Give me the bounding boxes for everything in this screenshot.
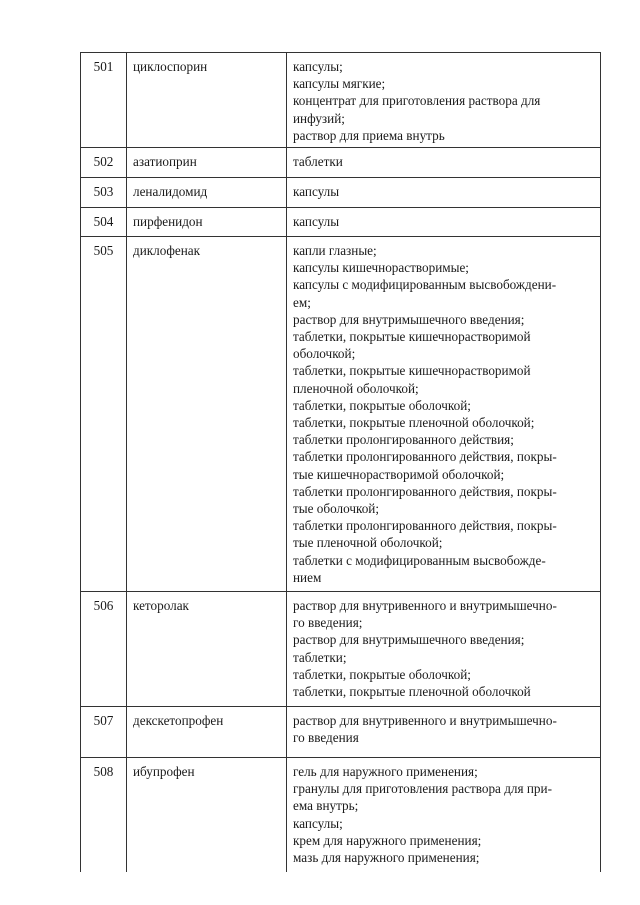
dosage-form-line: инфузий;	[293, 110, 345, 126]
dosage-form-line: пленочной оболочкой;	[293, 380, 419, 396]
dosage-form-line: капсулы мягкие;	[293, 76, 386, 92]
dosage-form-line: нием	[293, 569, 322, 585]
dosage-form-line: концентрат для приготовления раствора для	[293, 93, 541, 109]
dosage-form-line: таблетки, покрытые оболочкой;	[293, 397, 471, 413]
dosage-form-line: раствор для внутримышечного введения;	[293, 632, 525, 648]
dosage-forms	[287, 208, 601, 237]
dosage-form-line: капсулы	[293, 184, 340, 200]
dosage-forms	[287, 178, 601, 208]
table-row	[81, 178, 601, 208]
row-number: 506	[81, 592, 127, 707]
dosage-form-line: таблетки с модифицированным высвобожде-	[293, 552, 546, 568]
dosage-form-line: раствор для внутривенного и внутримышечно-	[293, 598, 557, 614]
dosage-form-line: таблетки пролонгированного действия, покры-	[293, 483, 557, 499]
row-number: 501	[81, 53, 127, 148]
dosage-form-line: раствор для приема внутрь	[293, 127, 445, 143]
dosage-form-line: капли глазные;	[293, 243, 377, 259]
dosage-form-line: таблетки, покрытые кишечнорастворимой	[293, 329, 531, 345]
table-row	[81, 53, 601, 148]
row-number: 502	[81, 148, 127, 178]
table-row	[81, 237, 601, 592]
table-row	[81, 148, 601, 178]
drug-name: кеторолак	[127, 592, 287, 707]
dosage-form-line: тые кишечнорастворимой оболочкой;	[293, 466, 505, 482]
row-number: 508	[81, 758, 127, 873]
dosage-forms	[287, 237, 601, 592]
dosage-form-line: таблетки пролонгированного действия, покры-	[293, 518, 557, 534]
dosage-form-line: ем;	[293, 294, 311, 310]
dosage-form-line: капсулы с модифицированным высвобождени-	[293, 277, 557, 293]
dosage-form-line: тые пленочной оболочкой;	[293, 535, 443, 551]
dosage-form-line: таблетки пролонгированного действия, покры-	[293, 449, 557, 465]
dosage-forms	[287, 592, 601, 707]
dosage-form-line: капсулы;	[293, 59, 343, 74]
dosage-form-line: таблетки, покрытые пленочной оболочкой;	[293, 415, 535, 431]
dosage-form-line: крем для наружного применения;	[293, 832, 482, 848]
dosage-form-line: капсулы кишечнорастворимые;	[293, 260, 469, 276]
dosage-forms	[287, 148, 601, 178]
drug-list-table	[80, 52, 601, 872]
drug-name: азатиоприн	[127, 148, 287, 178]
dosage-form-line: таблетки;	[293, 649, 347, 665]
dosage-form-line: го введения;	[293, 615, 363, 631]
dosage-forms	[287, 707, 601, 758]
dosage-form-line: таблетки	[293, 154, 343, 170]
table-body	[81, 53, 601, 873]
dosage-form-line: раствор для внутривенного и внутримышечно-	[293, 713, 557, 729]
dosage-form-line: таблетки, покрытые кишечнорастворимой	[293, 363, 531, 379]
dosage-form-line: раствор для внутримышечного введения;	[293, 311, 525, 327]
dosage-form-line: го введения	[293, 730, 359, 746]
table-row	[81, 758, 601, 873]
row-number: 503	[81, 178, 127, 208]
dosage-form-line: таблетки пролонгированного действия;	[293, 432, 514, 448]
dosage-form-line: тые оболочкой;	[293, 501, 380, 517]
drug-name: циклоспорин	[127, 53, 287, 148]
table-row	[81, 592, 601, 707]
dosage-form-line: мазь для наружного применения;	[293, 850, 480, 866]
dosage-form-line: гранулы для приготовления раствора для при-	[293, 781, 552, 797]
dosage-forms	[287, 758, 601, 873]
dosage-form-line: таблетки, покрытые пленочной оболочкой	[293, 684, 531, 700]
dosage-forms	[287, 53, 601, 148]
drug-name: пирфенидон	[127, 208, 287, 237]
drug-name: декскетопрофен	[127, 707, 287, 758]
drug-name: леналидомид	[127, 178, 287, 208]
row-number: 504	[81, 208, 127, 237]
dosage-form-line: ема внутрь;	[293, 798, 359, 814]
row-number: 505	[81, 237, 127, 592]
dosage-form-line: оболочкой;	[293, 346, 356, 362]
table-row	[81, 707, 601, 758]
drug-name: диклофенак	[127, 237, 287, 592]
dosage-form-line: капсулы	[293, 214, 340, 230]
dosage-form-line: гель для наружного применения;	[293, 764, 478, 780]
drug-name: ибупрофен	[127, 758, 287, 873]
dosage-form-line: капсулы;	[293, 815, 343, 831]
dosage-form-line: таблетки, покрытые оболочкой;	[293, 666, 471, 682]
table-row	[81, 208, 601, 237]
row-number: 507	[81, 707, 127, 758]
